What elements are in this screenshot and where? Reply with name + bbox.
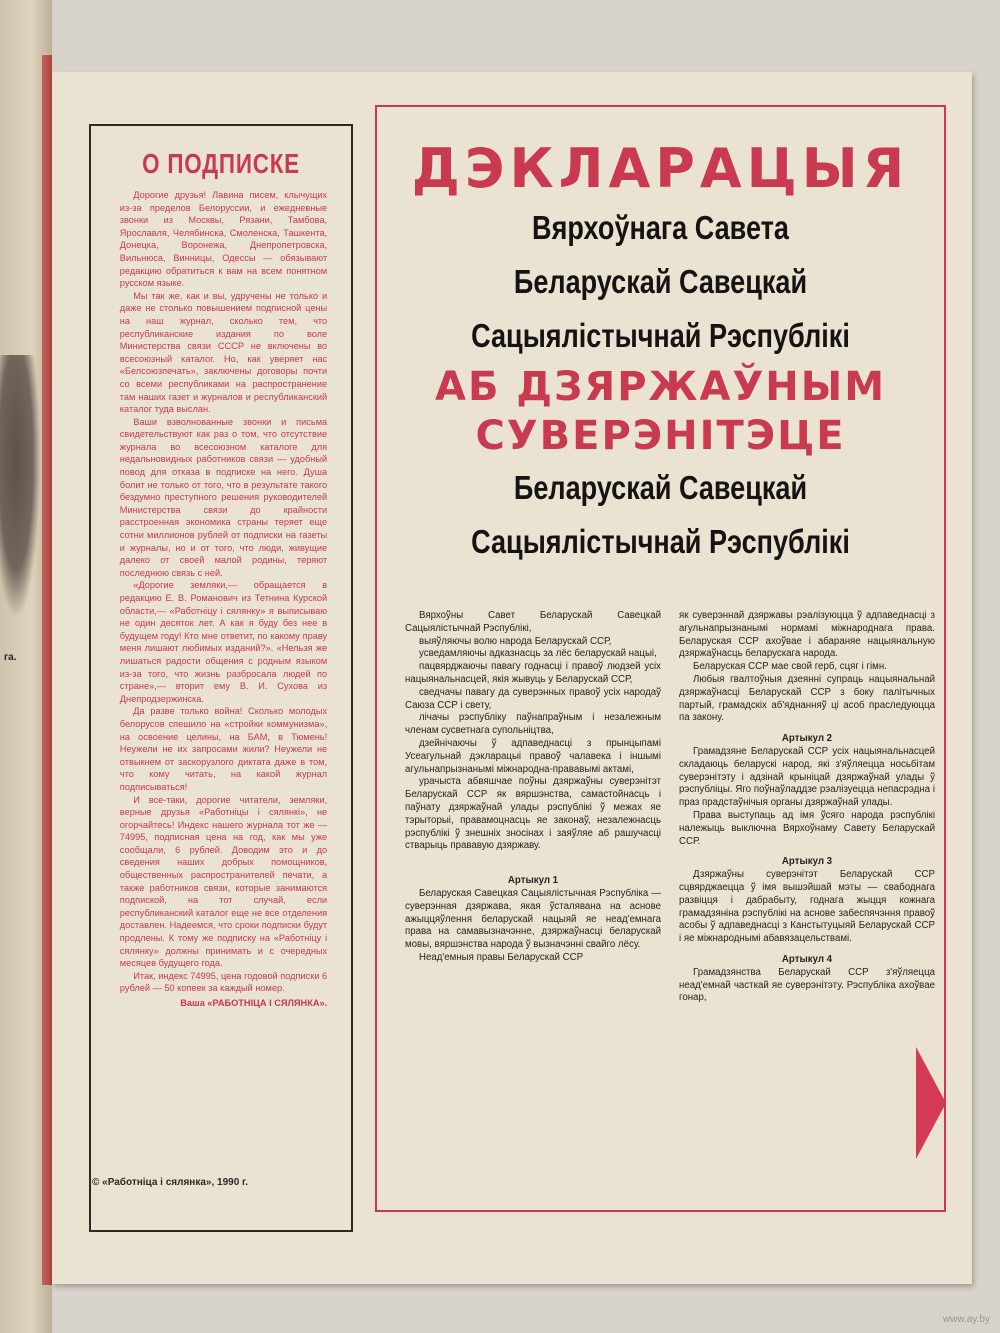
declaration-column-left (405, 610, 661, 1200)
declaration-paragraph: дзейнічаючы ў адпаведнасці з прынцыпамі Усеагульнай дэкларацыі правоў чалавека і іншымі агульнапрызнанымі міжнародна-прававымі актамі, (405, 737, 661, 775)
declaration-column-right (679, 610, 935, 1200)
subscription-text (91, 190, 341, 1011)
declaration-paragraph: сведчачы павагу да суверэнных правоў усіх народаў Саюза ССР і свету, (405, 686, 661, 711)
subscription-paragraph: Да разве только война! Сколько молодых белорусов спешило на «стройки коммунизма», на освоение целины, на БАМ, в Тюмень! Неужели не их запросами жили? Неужели не отвыкнем от заскорузлого диктата даже в том, что кому читать, на какой журнал подписываться! (119, 706, 328, 793)
article-paragraph: Беларуская Савецкая Сацыялістычная Рэспубліка — суверэнная дзяржава, якая ўсталявана на аснове ажыццяўлення беларускай нацыяй яе неад'емнага права на самавызначэнне, дзяржаўнасці беларускай мовы, вяршэнства народа ў вызначэнні свайго лёсу. (405, 887, 661, 951)
declaration-topic-line: СУВЕРЭНІТЭЦЕ (475, 413, 846, 459)
declaration-paragraph: лічачы рэспубліку паўнапраўным і незалежным членам сусветнага супольніцтва, (405, 712, 661, 737)
declaration-subtitle-line: Сацыялістычнай Рэспублікі (471, 317, 850, 354)
declaration-columns (405, 610, 935, 1200)
subscription-paragraph: «Дорогие земляки,— обращается в редакцию Е. В. Романович из Тетнина Курской области,— «Работніцу і сялянку» я выписываю не один десяток лет. А как я буду без нее в будущем году! Кто мне ответит, по какому праву меня лишают любимых изданий?». «Нельзя же лишаться радости общения с родным языком из-за того, что жизнь разбросала людей по стране»,— вторит ему В. И. Сухова из Днепродзержинска. (119, 580, 328, 705)
article-paragraph: Грамадзяне Беларускай ССР усіх нацыянальнасцей складаюць беларускі народ, які з'яўляецца носьбітам суверэнітэту і адзінай крыніцай дзяржаўнай улады ў рэспубліцы. Яго поўнаўладдзе рэалізуецца непасрэдна і праз прадстаўнічыя органы дзяржаўнай улады. (679, 745, 935, 809)
article-paragraph: Грамадзянства Беларускай ССР з'яўляецца неад'емнай часткай яе суверэнітэту. Рэспубліка ахоўвае гонар, (679, 966, 935, 1004)
declaration-subtitle-line: Сацыялістычнай Рэспублікі (471, 523, 850, 560)
magazine-spine (42, 55, 52, 1285)
article-paragraph: Неад'емныя правы Беларускай ССР (419, 951, 584, 963)
article-heading: Артыкул 3 (781, 856, 833, 868)
left-page-caption: га. (4, 652, 17, 663)
subscription-signature: Ваша «РАБОТНІЦА І СЯЛЯНКА». (180, 998, 328, 1009)
article-paragraph: Дзяржаўны суверэнітэт Беларускай ССР сцвярджаецца ў імя вышэйшай мэты — свабоднага развіцця і дабрабыту, годнага жыцця кожнага грамадзяніна рэспублікі на аснове забеспячэння правоў асобы ў адпаведнасці з Канстытуцыяй Беларускай ССР і яе міжнароднымі абавязацельствамі. (679, 869, 935, 945)
declaration-subtitle-line: Вярхоўнага Савета (532, 209, 789, 246)
article-heading: Артыкул 2 (781, 733, 833, 745)
declaration-title: ДЭКЛАРАЦЫЯ (411, 137, 910, 200)
subscription-paragraph: Мы так же, как и вы, удручены не только и даже не столько повышением подписной цены на наш журнал, сколько тем, что республиканские издания по воле Министерства связи СССР не включены во всесоюзный каталог. Но, как уверяет нас «Белсоюзпечать», заключены договоры почти со всеми республиками на распространение там наших газет и журналов и республиканский каталог туда выслан. (119, 290, 328, 416)
magazine-page (52, 72, 972, 1284)
article-paragraph: як суверэннай дзяржавы рэалізуюцца ў адпаведнасці з агульнапрызнанымі нормамі міжнароднага права. Беларуская ССР ахоўвае і абараняе нацыянальную дзяржаўнасць беларускага народа. (679, 610, 935, 660)
subscription-paragraph: И все-таки, дорогие читатели, земляки, верные друзья «Работніцы і сялянкі», не огорчайтесь! Индекс нашего журнала тот же — 74995, подписная цена на год, как мы уже сообщали, 6 рублей. Доводим это и до сведения наших добрых помощников, общественных распространителей печати, а также работников связи, которые занимаются подпиской, на тот случай, если республиканский каталог еще не все отделения доставлен. Надеемся, что сроки подписки будут продлены. К тому же подписку на «Работніцу і сялянку» должны принимать и с очередных месяцев будущего года. (119, 794, 328, 970)
declaration-subtitle-line: Беларускай Савецкай (513, 263, 808, 300)
subscription-paragraph: Ваши взволнованные звонки и письма свидетельствуют как раз о том, что отсутствие журнала во всесоюзном каталоге для недальновидных работников связи — удобный повод для отказа в подписке на него. Душа болит не только от того, что в результате такого бездумно преступного решения руководителей Министерства связи до крайности расстроенная экономика страны теряет еще сотни миллионов рублей от подписки на газеты и журналы, но и от того, что люди, живущие далеко от своей малой родины, теряют последнюю связь с ней. (119, 416, 328, 579)
adjacent-page-edge (0, 0, 52, 1333)
illustration-fragment (0, 355, 40, 615)
declaration-paragraph: урачыста абвяшчае поўны дзяржаўны суверэнітэт Беларускай ССР як вяршэнства, самастойнасць і паўнату дзяржаўнай улады рэспублікі ў межах яе тэрыторыі, правамоцнасць яе законаў, незалежнасць рэспублікі ў знешніх зносінах і заяўляе аб рашучасці стварыць прававую дзяржаву. (405, 776, 661, 852)
subscription-title: О ПОДПИСКЕ (142, 148, 300, 179)
watermark: www.ay.by (942, 1314, 990, 1325)
declaration-paragraph: выяўляючы волю народа Беларускай ССР, (419, 635, 612, 647)
article-paragraph: Права выступаць ад імя ўсяго народа рэспублікі належыць выключна Вярхоўнаму Савету Беларускай ССР. (679, 809, 935, 847)
article-heading: Артыкул 4 (781, 953, 833, 965)
article-paragraph: Любыя гвалтоўныя дзеянні супраць нацыянальнай дзяржаўнасці Беларускай ССР з боку палітычных партый, грамадскіх аб'яднанняў ці асоб праследуюцца па закону. (679, 673, 935, 724)
article-heading: Артыкул 1 (507, 875, 559, 887)
continue-arrow-icon (916, 1047, 946, 1159)
declaration-paragraph: Вярхоўны Савет Беларускай Савецкай Сацыялістычнай Рэспублікі, (405, 610, 661, 634)
subscription-paragraph: Итак, индекс 74995, цена годовой подписки 6 рублей — 50 копеек за каждый номер. (119, 970, 328, 995)
subscription-box (89, 124, 353, 1232)
article-paragraph: Беларуская ССР мае свой герб, сцяг і гімн. (693, 661, 887, 673)
declaration-paragraph: пацвярджаючы павагу годнасці і правоў людзей усіх нацыянальнасцей, якія жывуць у Беларускай ССР, (405, 661, 661, 685)
subscription-paragraph: Дорогие друзья! Лавина писем, клычущих из-за пределов Белоруссии, и ежедневные звонки из Москвы, Рязани, Тамбова, Ярославля, Челябинска, Смоленска, Ташкента, Донецка, Воронежа, Днепропетровска, Вильнюса, Винницы, Одессы — обязывают редакцию обратиться к вам на всем понятном русском языке. (119, 190, 328, 290)
declaration-paragraph: усведамляючы адказнасць за лёс беларускай нацыі, (419, 648, 657, 660)
copyright-line: © «Работніца і сялянка», 1990 г. (92, 1177, 249, 1188)
declaration-box (375, 105, 946, 1212)
declaration-topic-line: АБ ДЗЯРЖАЎНЫМ (434, 364, 887, 410)
declaration-subtitle-line: Беларускай Савецкай (513, 469, 808, 506)
